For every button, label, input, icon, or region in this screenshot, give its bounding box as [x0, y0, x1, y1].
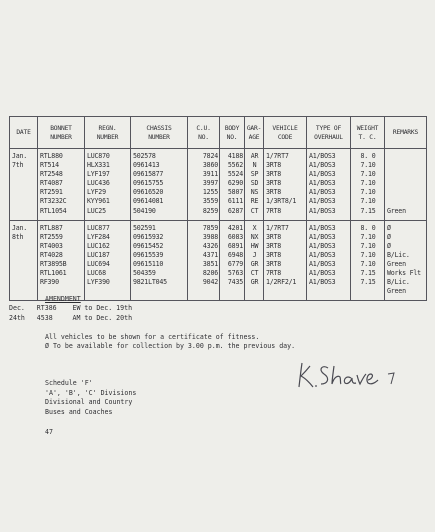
note-line: Ø To be available for collection by 3.00 p.m. the previous day.: [45, 342, 296, 351]
cell-vehicle-code: 1/7RT7 3RT8 3RT8 3RT8 3RT8 7RT8 1/2RF2/1: [264, 220, 307, 301]
footer-line: Divisional and Country: [45, 398, 133, 407]
col-header-garage: GAR- AGE: [245, 117, 264, 149]
table-row-jan-7: [10, 149, 427, 221]
page-number: 47: [45, 428, 53, 436]
notes-section: [45, 333, 295, 352]
col-header-vehicle-code: VEHICLE CODE: [264, 117, 307, 149]
cell-vehicle-code: 1/7RT7 3RT8 3RT8 3RT8 3RT8 1/3RT8/1 7RT8: [264, 149, 307, 221]
table-row-jan-8: [10, 220, 427, 301]
footer-line: Schedule 'F': [45, 379, 93, 387]
cell-cu: 7859 3988 4326 4371 3851 8206 9042: [188, 220, 220, 301]
col-header-type-of-overhaul: TYPE OF OVERHAUL: [307, 117, 351, 149]
cell-remarks: Green: [385, 149, 427, 221]
col-header-cu-no: C.U. NO.: [188, 117, 220, 149]
cell-garage: X NX HW J GR CT GR: [245, 220, 264, 301]
cell-cu: 7824 3860 3911 3997 1255 3559 8259: [188, 149, 220, 221]
cell-weight: 8. 0 7.10 7.10 7.10 7.10 7.15 7.15: [351, 220, 385, 301]
cell-remarks: Ø Ø Ø B/Lic. Green Works Flt B/Lic. Green: [385, 220, 427, 301]
footer-line: 'A', 'B', 'C' Divisions: [45, 388, 137, 397]
footer-line: Buses and Coaches: [45, 407, 113, 416]
cell-overhaul: A1/BOS3 A1/BOS3 A1/BOS3 A1/BOS3 A1/BOS3 A1/BOS3 A1/BOS3: [307, 149, 351, 221]
table-header-row: [10, 117, 427, 149]
cell-date: Jan. 8th: [10, 220, 38, 301]
cell-body: 4201 6083 6891 6948 6779 5763 7435: [220, 220, 245, 301]
col-header-body-no: BODY NO.: [220, 117, 245, 149]
col-header-remarks: REMARKS: [385, 117, 427, 149]
col-header-chassis-number: CHASSIS NUMBER: [131, 117, 188, 149]
amendment-line: 24th 4538 AM to Dec. 20th: [9, 313, 133, 322]
schedule-footer: [45, 379, 136, 417]
cell-body: 4188 5562 5524 6290 5807 6111 6287: [220, 149, 245, 221]
cell-regn: LUC870 HLX331 LYF197 LUC436 LYF29 KYY961 LUC25: [85, 149, 131, 221]
cell-regn: LUC877 LYF284 LUC162 LUC187 LUC694 LUC68 LYF390: [85, 220, 131, 301]
col-header-bonnet-number: BONNET NUMBER: [38, 117, 85, 149]
cell-bonnet: RTL887 RT2559 RT4003 RT4028 RT3895B RTL1061 RF390: [38, 220, 85, 301]
cell-garage: AR N SP SD NS RE CT: [245, 149, 264, 221]
col-header-regn-number: REGN. NUMBER: [85, 117, 131, 149]
col-header-date: DATE: [10, 117, 38, 149]
cell-overhaul: A1/BOS3 A1/BOS3 A1/BOS3 A1/BOS3 A1/BOS3 A1/BOS3 A1/BOS3: [307, 220, 351, 301]
cell-chassis: 502578 0961413 09615877 09615755 09616520 09614081 504190: [131, 149, 188, 221]
overhaul-schedule-table: [9, 116, 427, 301]
amendment-section: [9, 295, 132, 323]
cell-date: Jan. 7th: [10, 149, 38, 221]
col-header-weight: WEIGHT T. C.: [351, 117, 385, 149]
amendment-line: Dec. RT386 EW to Dec. 19th: [9, 304, 133, 313]
cell-weight: 8. 0 7.10 7.10 7.10 7.10 7.10 7.15: [351, 149, 385, 221]
signature: [296, 360, 406, 392]
cell-bonnet: RTL880 RT514 RT2548 RT4087 RT2591 RT3232C RTL1054: [38, 149, 85, 221]
amendment-heading: AMENDMENT: [45, 295, 81, 303]
cell-chassis: 502591 09615932 09615452 09615539 09615110 504359 9821LT045: [131, 220, 188, 301]
note-line: All vehicles to be shown for a certificate of fitness.: [45, 333, 260, 341]
